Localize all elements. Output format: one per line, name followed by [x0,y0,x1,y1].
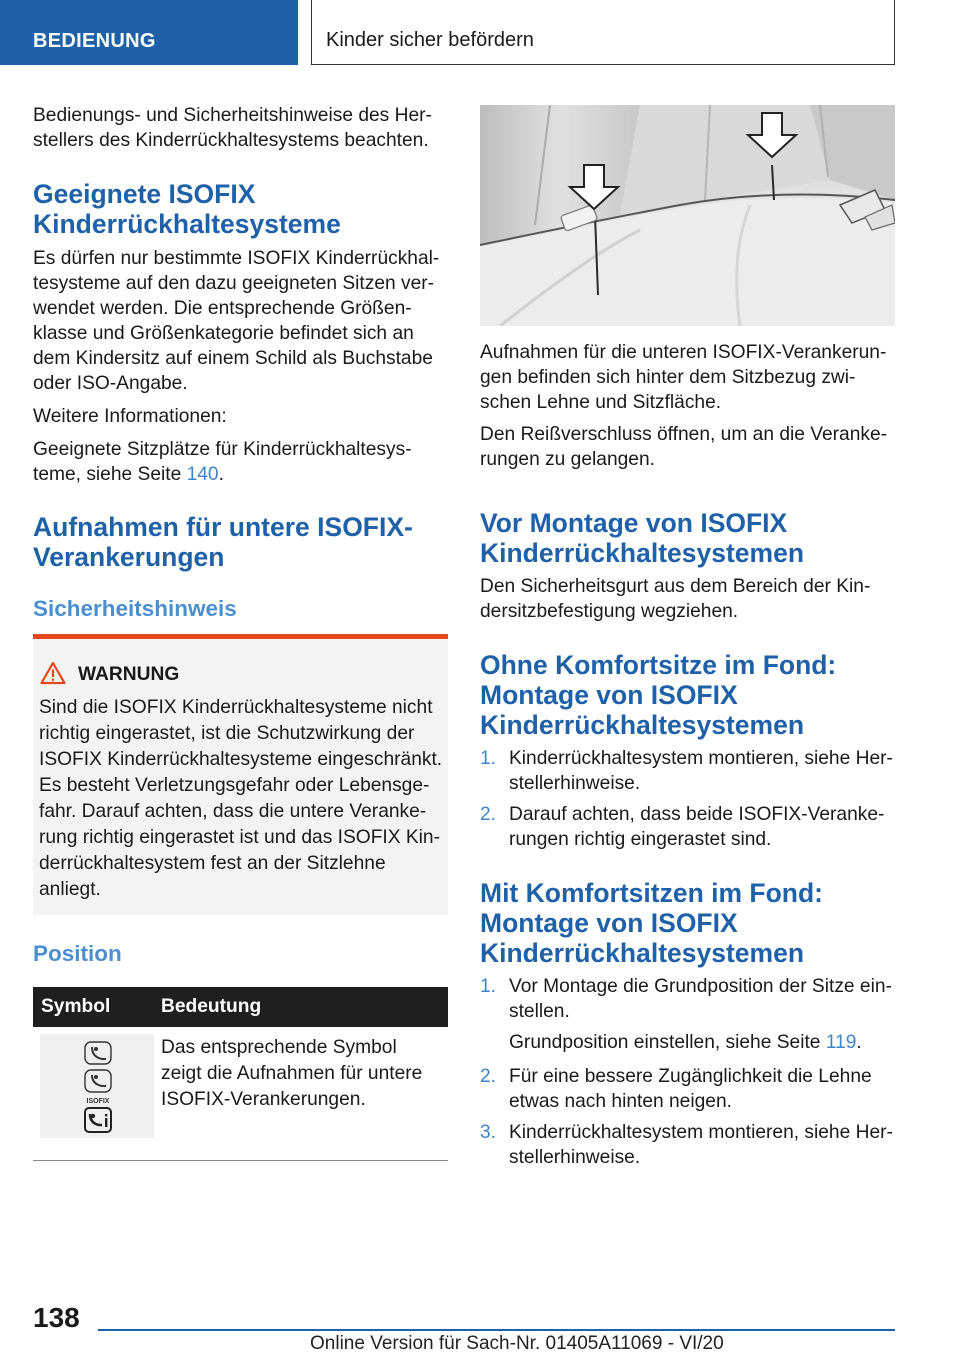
table-description: Das entsprechende Symbol zeigt die Aufnahmen für untere ISOFIX-Verankerungen. [161,1037,423,1110]
step-text: Kinderrückhaltesystem montieren, siehe Her- stellerhinweise. [509,748,893,794]
header-chapter-box [311,0,895,65]
warning-title: WARNUNG [78,664,180,685]
heading-before-mounting: Vor Montage von ISOFIX Kinderrückhaltesystemen [480,508,805,568]
list-item [480,974,895,1026]
page-link-119[interactable]: 119 [825,1032,857,1053]
footer-online-version: Online Version für Sach-Nr. 01405A11069 - VI/20 [310,1333,724,1354]
heading-lower-anchors: Aufnahmen für untere ISOFIX- Verankerungen [33,512,413,572]
table-header-row [33,987,448,1027]
warning-triangle-icon [40,661,66,685]
list-item [480,746,895,798]
caption-anchors: Aufnahmen für die unteren ISOFIX-Verankerun- gen befinden sich hinter dem Sitzbezug zwi- schen Lehne und Sitzfläche. [480,342,887,413]
page-link-140[interactable]: 140 [186,464,219,485]
symbol-table [33,987,448,1110]
step-number: 2. [480,1066,497,1087]
intro-paragraph: Bedienungs- und Sicherheitshinweise des Her- stellers des Kinderrückhaltesystems beachten. [33,105,432,151]
table-header-symbol: Symbol [41,996,111,1017]
paragraph-before-mounting: Den Sicherheitsgurt aus dem Bereich der Kin- dersitzbefestigung wegziehen. [480,576,871,622]
isofix-icon-label: ISOFIX [86,1098,110,1105]
header-section-label: BEDIENUNG [33,30,156,52]
more-info-label: Weitere Informationen: [33,406,227,427]
heading-safety-note: Sicherheitshinweis [33,596,237,621]
table-symbol-cell [40,1034,154,1138]
basic-position-reference [509,1030,895,1055]
seats-reference [33,437,448,487]
list-item [480,802,895,854]
isofix-symbols-icon [40,1034,154,1138]
step-text: Kinderrückhaltesystem montieren, siehe Her- stellerhinweise. [509,1122,893,1168]
heading-position: Position [33,941,122,966]
step-number: 1. [480,748,497,769]
header-section-tab [0,0,298,65]
page-number: 138 [33,1302,80,1333]
warning-text: Sind die ISOFIX Kinderrückhaltesysteme nicht richtig eingerastet, ist die Schutzwirkung der ISOFIX Kinderrückhaltesysteme eingeschränkt. Es besteht Verletzungsgefahr oder Lebensge- fahr. Darauf achten, dass die untere Veranke- rung richtig eingerastet ist und das ISOFIX Kin- derrückhaltesystem fest an der Sitzlehne anliegt. [39,697,443,900]
step-number: 1. [480,976,497,997]
step-number: 3. [480,1122,497,1143]
basic-pos-text: Grundposition einstellen, siehe Seite [509,1032,826,1053]
header-chapter-label: Kinder sicher befördern [326,29,534,51]
footer-rule [98,1329,895,1331]
step-text: Für eine bessere Zugänglichkeit die Lehne etwas nach hinten neigen. [509,1066,872,1112]
list-item [480,1064,895,1116]
basic-pos-suffix: . [856,1032,862,1053]
step-text: Vor Montage die Grundposition der Sitze ein- stellen. [509,976,892,1022]
paragraph-suitable-isofix: Es dürfen nur bestimmte ISOFIX Kinderrückhal- tesysteme auf den dazu geeigneten Sitzen ver- wendet werden. Die entsprechende Größen- klasse und Größenkategorie befindet sich an dem Kindersitz auf einem Schild als Buchstabe oder ISO-Angabe. [33,248,440,394]
step-text: Darauf achten, dass beide ISOFIX-Veranke- rungen richtig eingerastet sind. [509,804,885,850]
heading-without-comfort-seats: Ohne Komfortsitze im Fond: Montage von ISOFIX Kinderrückhaltesystemen [480,650,837,740]
table-header-meaning: Bedeutung [161,996,262,1017]
list-item [480,1120,895,1172]
heading-with-comfort-seats: Mit Komfortsitzen im Fond: Montage von ISOFIX Kinderrückhaltesystemen [480,878,823,968]
seats-ref-text: Geeignete Sitzplätze für Kinderrückhaltesys- teme, siehe Seite [33,439,412,485]
step-number: 2. [480,804,497,825]
heading-suitable-isofix: Geeignete ISOFIX Kinderrückhaltesysteme [33,179,341,239]
seats-ref-suffix: . [218,464,224,485]
isofix-anchors-photo [480,105,895,326]
table-bottom-rule [33,1160,448,1161]
caption-zipper: Den Reißverschluss öffnen, um an die Veranke- rungen zu gelangen. [480,424,888,470]
